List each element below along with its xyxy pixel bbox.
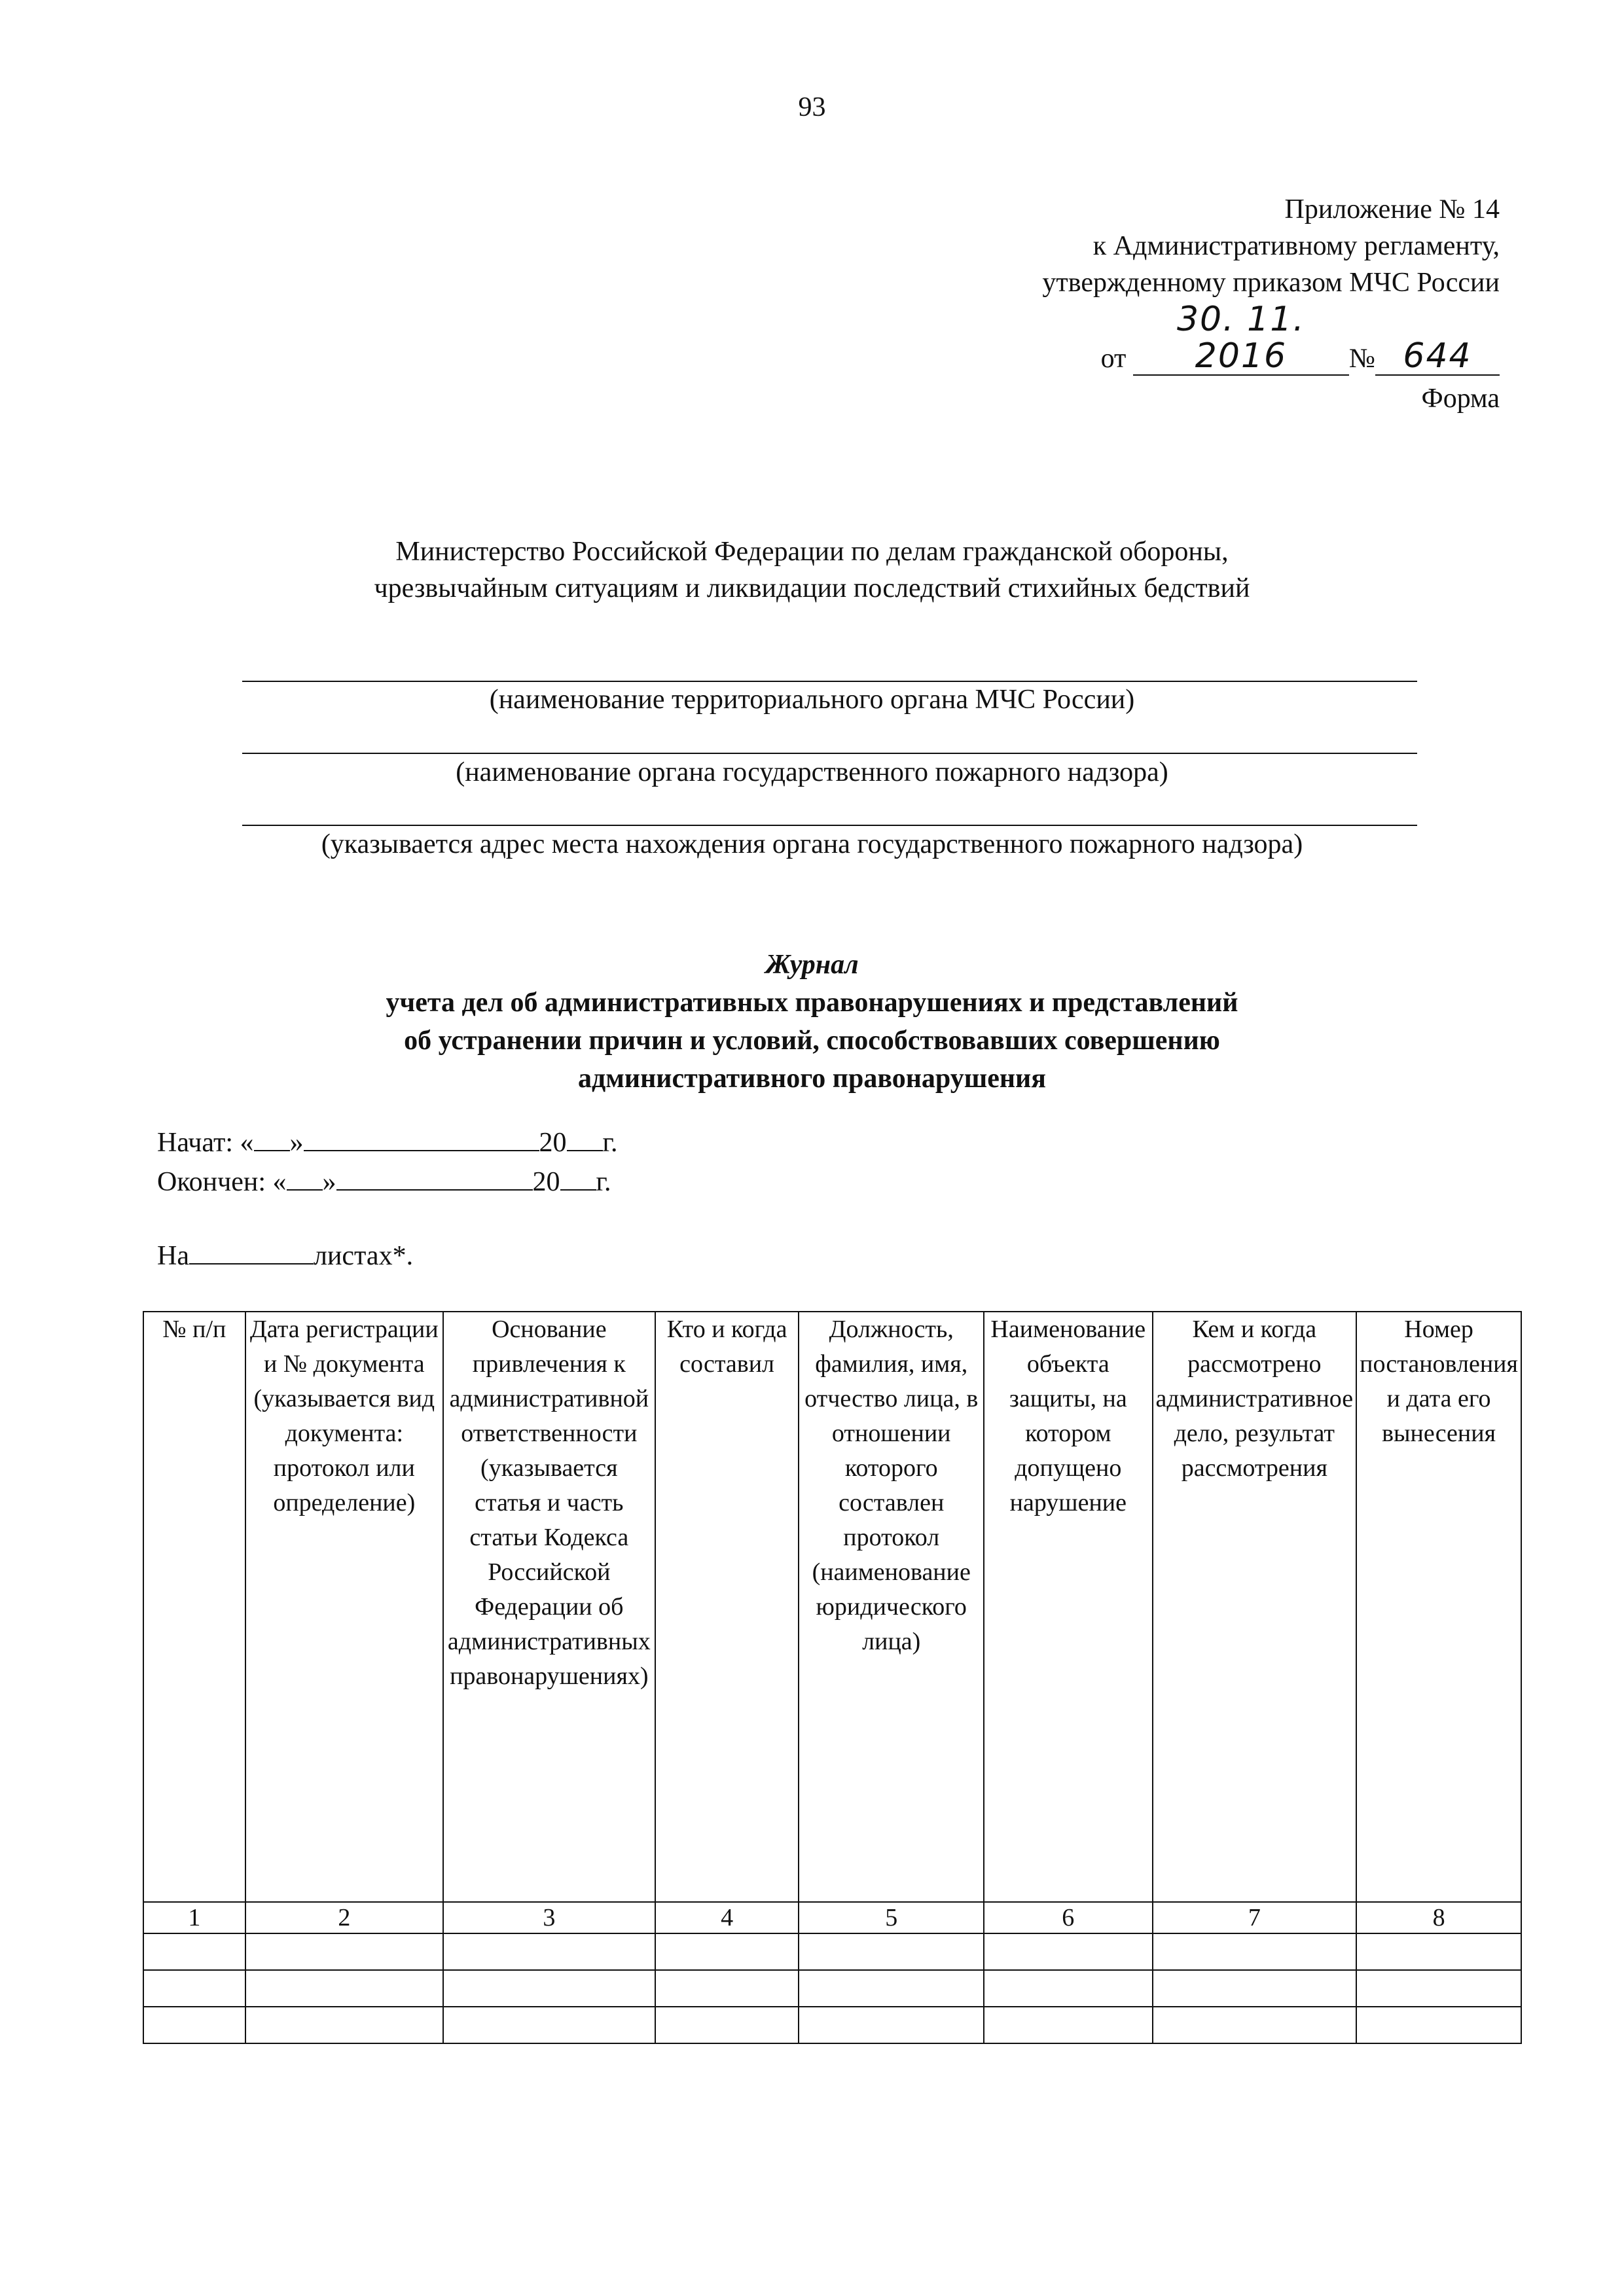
table-row — [143, 2007, 1521, 2043]
col-header-basis: Основание привлечения к административной ответственности (указывается статья и часть статьи Кодекса Российской Федерации об административных правонарушениях) — [443, 1312, 655, 1902]
table-cell — [799, 1970, 984, 2007]
appendix-date-line — [714, 301, 1500, 377]
journal-table — [143, 1311, 1522, 2044]
ended-month-blank — [336, 1170, 533, 1191]
table-cell — [1153, 1970, 1357, 2007]
journal-title-line-3: об устранении причин и условий, способствовавших совершению — [404, 1026, 1220, 1056]
table-cell — [1356, 1933, 1521, 1970]
started-day-blank — [254, 1130, 290, 1151]
col-number-4: 4 — [655, 1902, 799, 1933]
form-label: Форма — [1421, 384, 1500, 414]
ended-year-suffix: г. — [596, 1167, 611, 1197]
date-prefix: от — [1100, 344, 1127, 374]
fire-supervision-caption: (наименование органа государственного пожарного надзора) — [456, 757, 1168, 787]
col-number-6: 6 — [984, 1902, 1152, 1933]
started-year-prefix: 20 — [539, 1128, 567, 1158]
col-header-resolution: Номер постановления и дата его вынесения — [1356, 1312, 1521, 1902]
ministry-name — [0, 533, 1624, 607]
started-year-suffix: г. — [602, 1128, 618, 1158]
table-cell — [143, 1933, 245, 1970]
ended-quote-close: » — [322, 1167, 336, 1197]
ended-year-blank — [560, 1170, 596, 1191]
sheets-suffix: листах*. — [313, 1241, 414, 1271]
table-cell — [1356, 2007, 1521, 2043]
table-row — [143, 1933, 1521, 1970]
col-number-8: 8 — [1356, 1902, 1521, 1933]
col-number-3: 3 — [443, 1902, 655, 1933]
appendix-block — [714, 191, 1500, 377]
table-cell — [443, 1970, 655, 2007]
appendix-title: Приложение № 14 — [1284, 194, 1500, 224]
number-sign: № — [1348, 344, 1375, 374]
address-line — [242, 825, 1417, 826]
sheets-prefix: На — [157, 1241, 189, 1271]
ended-line — [157, 1166, 611, 1198]
table-cell — [799, 2007, 984, 2043]
ministry-line-2: чрезвычайным ситуациям и ликвидации последствий стихийных бедствий — [374, 573, 1250, 603]
table-cell — [1356, 1970, 1521, 2007]
col-number-1: 1 — [143, 1902, 245, 1933]
table-cell — [984, 1933, 1152, 1970]
col-header-number: № п/п — [143, 1312, 245, 1902]
journal-title-word: Журнал — [765, 950, 859, 980]
col-header-registration-date: Дата регистрации и № документа (указывается вид документа: протокол или определение) — [245, 1312, 443, 1902]
table-cell — [799, 1933, 984, 1970]
ended-label: Окончен: « — [157, 1167, 287, 1197]
journal-title-line-2: учета дел об административных правонарушениях и представлений — [386, 988, 1238, 1018]
journal-title — [0, 946, 1624, 1098]
col-number-2: 2 — [245, 1902, 443, 1933]
table-cell — [1153, 2007, 1357, 2043]
started-label: Начат: « — [157, 1128, 254, 1158]
handwritten-date: 30. 11. 2016 — [1133, 301, 1349, 376]
sheets-line — [157, 1240, 413, 1272]
ended-year-prefix: 20 — [532, 1167, 560, 1197]
table-cell — [245, 1933, 443, 1970]
handwritten-number: 644 — [1375, 338, 1500, 376]
appendix-order: утвержденному приказом МЧС России — [1042, 268, 1500, 298]
col-number-5: 5 — [799, 1902, 984, 1933]
table-cell — [245, 1970, 443, 2007]
col-header-reviewer: Кем и когда рассмотрено административное дело, результат рассмотрения — [1153, 1312, 1357, 1902]
col-header-object: Наименование объекта защиты, на котором допущено нарушение — [984, 1312, 1152, 1902]
ended-day-blank — [287, 1170, 323, 1191]
table-cell — [984, 2007, 1152, 2043]
table-cell — [655, 1970, 799, 2007]
table-cell — [443, 1933, 655, 1970]
table-cell — [245, 2007, 443, 2043]
fire-supervision-line — [242, 753, 1417, 754]
table-cell — [143, 1970, 245, 2007]
territorial-body-caption: (наименование территориального органа МЧС России) — [489, 685, 1135, 715]
started-month-blank — [304, 1130, 539, 1151]
table-cell — [655, 2007, 799, 2043]
col-number-7: 7 — [1153, 1902, 1357, 1933]
territorial-body-line — [242, 681, 1417, 682]
sheets-count-blank — [189, 1244, 314, 1265]
started-quote-close: » — [289, 1128, 304, 1158]
table-cell — [655, 1933, 799, 1970]
col-header-compiler: Кто и когда составил — [655, 1312, 799, 1902]
page-number: 93 — [798, 92, 826, 122]
appendix-regulation: к Административному регламенту, — [1092, 231, 1500, 261]
table-cell — [1153, 1933, 1357, 1970]
table-cell — [443, 2007, 655, 2043]
table-cell — [984, 1970, 1152, 2007]
started-line — [157, 1127, 618, 1158]
table-number-row — [143, 1902, 1521, 1933]
col-header-person: Должность, фамилия, имя, отчество лица, в отношении которого составлен протокол (наименование юридического лица) — [799, 1312, 984, 1902]
table-header-row — [143, 1312, 1521, 1902]
table-cell — [143, 2007, 245, 2043]
started-year-blank — [567, 1130, 603, 1151]
ministry-line-1: Министерство Российской Федерации по делам гражданской обороны, — [395, 537, 1229, 567]
table-row — [143, 1970, 1521, 2007]
address-caption: (указывается адрес места нахождения органа государственного пожарного надзора) — [321, 829, 1303, 859]
journal-title-line-4: административного правонарушения — [578, 1064, 1046, 1094]
